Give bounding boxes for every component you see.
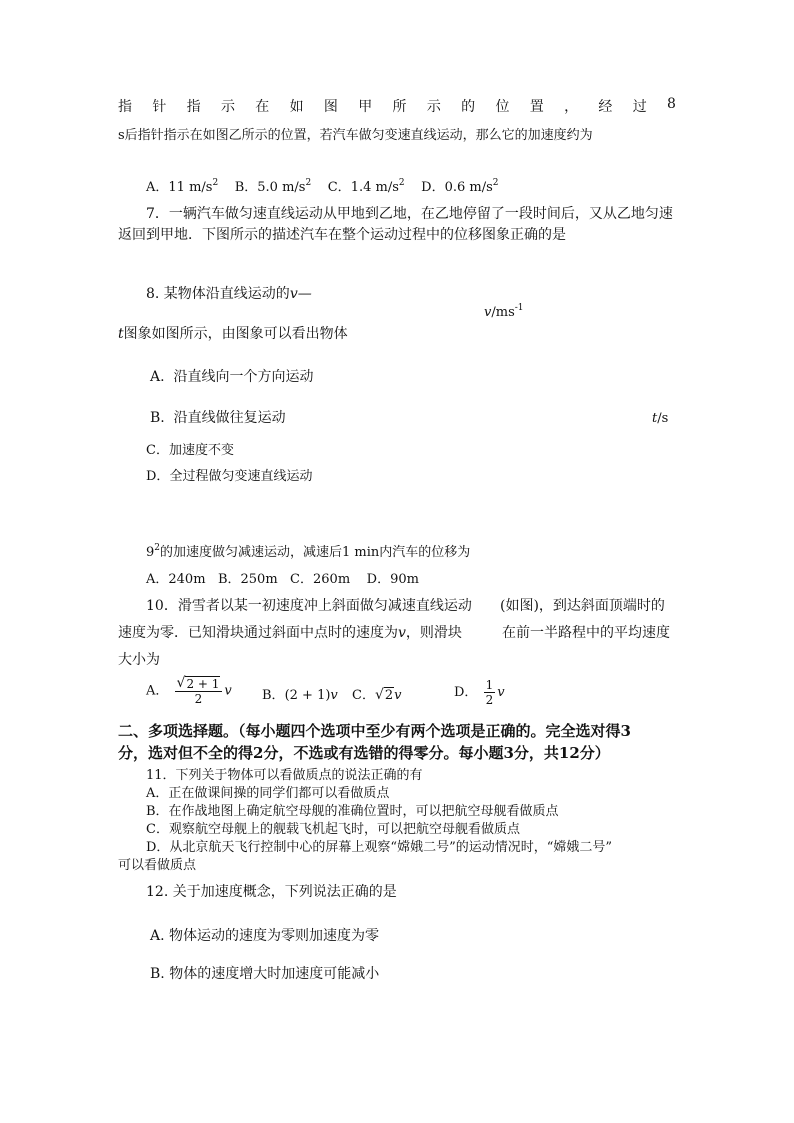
- q8-line1: 8. 某物体沿直线运动的v—: [146, 286, 312, 302]
- q6-line1-char: 过: [632, 99, 647, 115]
- q6-line1-char: 指: [186, 99, 201, 115]
- q11-option-a[interactable]: A．正在做课间操的同学们都可以看做质点: [146, 786, 390, 801]
- q12-option-a[interactable]: A. 物体运动的速度为零则加速度为零: [150, 928, 380, 944]
- q6-line1-char: 的: [461, 99, 476, 115]
- q9-options: [146, 568, 419, 587]
- q10-option-a[interactable]: A． √ 2 + 1 2 v: [146, 675, 232, 706]
- q6-option-a[interactable]: A．11 $m/s^2$: [146, 178, 219, 195]
- q6-line1-char: 8: [667, 96, 676, 112]
- q6-line1-char: 示: [220, 99, 235, 115]
- q8-option-c[interactable]: C．加速度不变: [146, 443, 234, 458]
- q11-option-c[interactable]: C．观察航空母舰上的舰载飞机起飞时，可以把航空母舰看做质点: [146, 822, 520, 837]
- q9-line1: $9^2$的加速度做匀减速运动，减速后1 min内汽车的位移为: [146, 543, 471, 560]
- q6-line1-char: 位: [495, 99, 510, 115]
- q6-options: [146, 176, 499, 195]
- q10-line1a: 10．滑雪者以某一初速度冲上斜面做匀减速直线运动: [146, 598, 472, 614]
- q8-axis-t-label: t/s: [652, 411, 669, 426]
- q9-option-c[interactable]: C．260m: [290, 572, 351, 587]
- q10-line3: 大小为: [118, 652, 160, 668]
- q6-line1-char: 经: [598, 99, 613, 115]
- q6-line1-char: 甲: [358, 99, 373, 115]
- q10-line1b: (如图)，到达斜面顶端时的: [500, 598, 665, 614]
- q12-option-b[interactable]: B. 物体的速度增大时加速度可能减小: [150, 966, 380, 982]
- q8-option-d[interactable]: D．全过程做匀变速直线运动: [146, 469, 313, 484]
- q10-line2: 速度为零．已知滑块通过斜面中点时的速度为v，则滑块: [118, 625, 462, 641]
- q9-option-d[interactable]: D．90m: [366, 572, 419, 587]
- q6-line1-char: 图: [323, 99, 338, 115]
- q6-line1: [118, 96, 676, 116]
- q6-line2: s后指针指示在如图乙所示的位置，若汽车做匀变速直线运动，那么它的加速度约为: [118, 128, 593, 143]
- q6-line1-char: 示: [426, 99, 441, 115]
- q8-option-a[interactable]: A. 沿直线向一个方向运动: [150, 369, 314, 385]
- q7-line1: 7．一辆汽车做匀速直线运动从甲地到乙地，在乙地停留了一段时间后，又从乙地匀速: [146, 206, 673, 222]
- q11-stem: 11．下列关于物体可以看做质点的说法正确的有: [146, 768, 423, 783]
- fraction: √ 2 + 1 2: [175, 676, 223, 706]
- q10-option-b[interactable]: B．(2 + 1)v: [262, 688, 338, 703]
- q8-axis-v-label: $v/ms^{-1}$: [484, 303, 524, 320]
- q10-line2c: 在前一半路程中的平均速度: [502, 625, 670, 641]
- q10-option-c[interactable]: C． √ 2 v: [352, 687, 402, 703]
- q6-option-b[interactable]: B．5.0 $m/s^2$: [234, 178, 312, 195]
- q11-option-d-line2: 可以看做质点: [118, 858, 197, 873]
- q10-option-d[interactable]: D． $\frac{1}{2}$ v: [454, 678, 505, 707]
- q6-option-c[interactable]: C．1.4 $m/s^2$: [327, 178, 405, 195]
- q6-line1-char: ，: [564, 99, 579, 115]
- q6-line1-char: 置: [529, 99, 544, 115]
- q6-line1-char: 在: [255, 99, 270, 115]
- q11-option-d-line1[interactable]: D．从北京航天飞行控制中心的屏幕上观察“嫦娥二号”的运动情况时，“嫦娥二号”: [146, 840, 613, 855]
- section2-heading-line1: 二、多项选择题。（每小题四个选项中至少有两个选项是正确的。完全选对得3: [118, 722, 631, 740]
- q9-option-b[interactable]: B．250m: [217, 572, 278, 587]
- q6-option-d[interactable]: D．0.6 $m/s^2$: [421, 178, 499, 195]
- q9-option-a[interactable]: A．240m: [146, 572, 206, 587]
- section2-heading-line2: 分，选对但不全的得2分，不选或有选错的得零分。每小题3分，共12分）: [118, 744, 610, 762]
- q6-line1-char: 指: [118, 99, 132, 115]
- q8-line2: t图象如图所示，由图象可以看出物体: [118, 326, 348, 342]
- q6-line1-char: 针: [152, 99, 167, 115]
- q12-stem: 12. 关于加速度概念，下列说法正确的是: [146, 884, 397, 900]
- q8-option-b[interactable]: B. 沿直线做往复运动: [150, 410, 286, 426]
- q6-line1-char: 如: [289, 99, 304, 115]
- q6-line1-char: 所: [392, 99, 407, 115]
- fraction: $\frac{1}{2}$: [485, 678, 494, 707]
- q11-option-b[interactable]: B．在作战地图上确定航空母舰的准确位置时，可以把航空母舰看做质点: [146, 804, 559, 819]
- q7-line2: 返回到甲地．下图所示的描述汽车在整个运动过程中的位移图象正确的是: [118, 227, 566, 243]
